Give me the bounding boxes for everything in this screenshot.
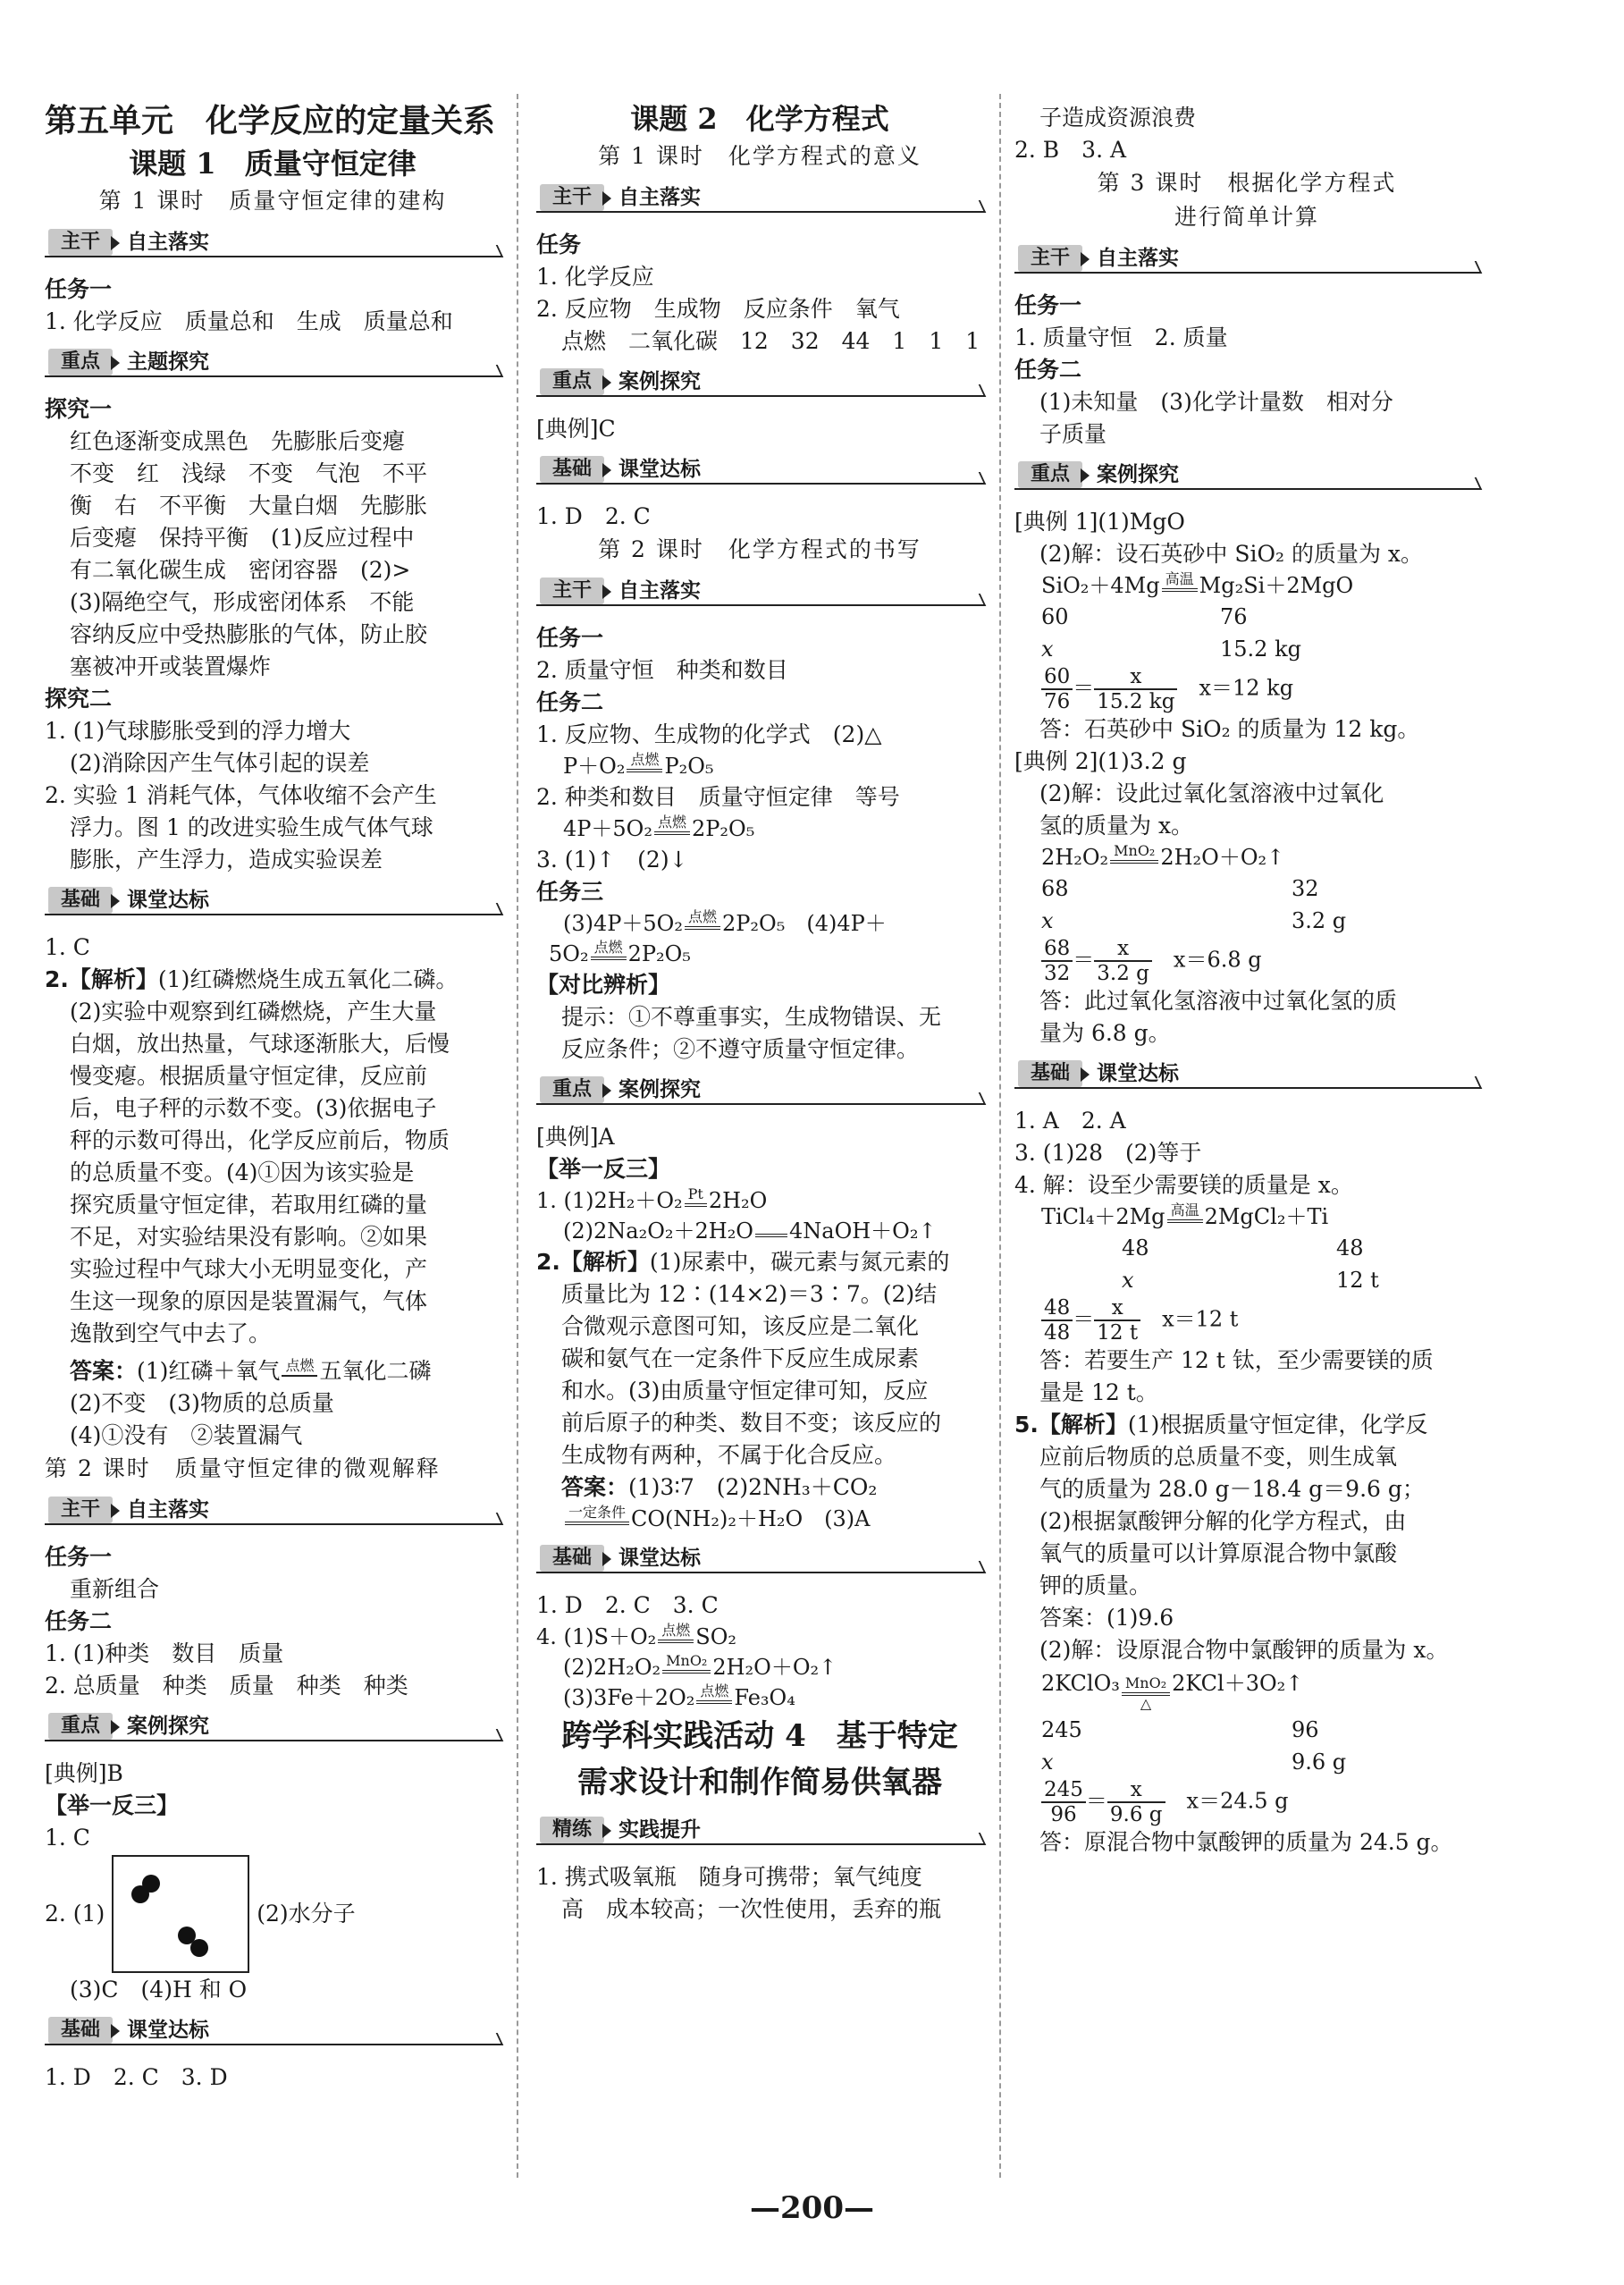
arrow-icon [111, 356, 120, 370]
arrow-icon [1081, 468, 1090, 483]
section-tag [536, 368, 983, 399]
answer-line: 有二氧化碳生成 密闭容器 (2)> [70, 557, 411, 583]
inquiry-label: 探究一 [45, 396, 113, 422]
section-tag-label: 基础 [540, 456, 604, 483]
activity-title: 跨学科实践活动 4 基于特定 [561, 1718, 958, 1754]
answer-line: 探究质量守恒定律，若取用红磷的量 [70, 1192, 428, 1218]
section-tag-title: 自主落实 [1097, 247, 1179, 270]
answer-line: (2)解：设原混合物中氯酸钾的质量为 x。 [1039, 1637, 1449, 1663]
analysis-label: 2.【解析】 [536, 1249, 650, 1275]
section-tag [1014, 1060, 1479, 1091]
chemical-equation: 1. (1)2H₂＋O₂ Pt 2H₂O [536, 1185, 768, 1213]
chemical-equation: (2)2Na₂O₂＋2H₂O 4NaOH＋O₂↑ [563, 1218, 937, 1244]
answer-line: 高 成本较高；一次性使用，丢弃的瓶 [561, 1896, 942, 1922]
task-label: 任务二 [45, 1608, 113, 1634]
answer-line: 点燃 二氧化碳 12 32 44 1 1 1 [561, 328, 980, 354]
lesson-title: 第 2 课时 化学方程式的书写 [598, 536, 921, 562]
task-label: 任务一 [536, 625, 604, 651]
topic-title: 课题 2 化学方程式 [630, 102, 889, 136]
section-tag-title: 自主落实 [618, 579, 701, 603]
chemical-equation: 2H₂O₂ MnO₂ 2H₂O＋O₂↑ [1041, 842, 1285, 870]
section-tag-title: 自主落实 [127, 231, 209, 254]
answer-line: 2. (1) [45, 1901, 105, 1927]
answer-line: 答案：(1)9.6 [1039, 1605, 1174, 1631]
section-tag-title: 案例探究 [618, 1078, 701, 1101]
proportion: $\frac{245}{96}$ ＝ $\frac{x}{9.6 g}$ x＝24.5 g [1014, 1778, 1479, 1826]
section-tag-title: 案例探究 [127, 1715, 209, 1738]
section-tag [536, 184, 983, 215]
calc-row: 48 48 [1122, 1235, 1364, 1261]
chemical-equation: P＋O₂ 点燃 P₂O₅ [563, 751, 714, 779]
answer-line: 的总质量不变。(4)①因为该实验是 [70, 1159, 415, 1185]
answer-line: 2. B 3. A [1014, 137, 1127, 163]
arrow-icon [282, 1375, 317, 1377]
chemical-equation: 4. (1)S＋O₂ 点燃 SO₂ [536, 1622, 737, 1649]
answer-line: 1. D 2. C 3. D [45, 2064, 228, 2090]
column-divider [999, 94, 1001, 2178]
section-tag-title: 课堂达标 [618, 458, 701, 481]
chemical-equation: 5O₂ 点燃 2P₂O₅ [549, 939, 691, 966]
answer-line: 4. 解：设至少需要镁的质量是 x。 [1014, 1172, 1353, 1198]
answer-line: 秤的示数可得出，化学反应前后，物质 [70, 1127, 450, 1153]
section-tag [45, 2017, 501, 2047]
unit-title: 第五单元 化学反应的定量关系 [45, 102, 496, 139]
answer-line: 答：石英砂中 SiO₂ 的质量为 12 kg。 [1039, 716, 1420, 742]
task-label: 任务一 [45, 1544, 113, 1570]
chemical-equation: (2)2H₂O₂ MnO₂ 2H₂O＋O₂↑ [563, 1652, 837, 1680]
chemical-equation: 2KClO₃ MnO₂ △ 2KCl＋3O₂↑ [1041, 1671, 1304, 1712]
answer-line: 不足，对实验结果没有影响。②如果 [70, 1224, 428, 1250]
chemical-equation: (3)4P＋5O₂ 点燃 2P₂O₅ (4)4P＋ [563, 908, 887, 936]
answer-line: 衡 右 不平衡 大量白烟 先膨胀 [70, 493, 428, 519]
answer-label: 答案： [561, 1474, 629, 1500]
answer-line: 实验过程中气球大小无明显变化，产 [70, 1256, 428, 1282]
answer-line: 1. (1)气球膨胀受到的浮力增大 [45, 718, 351, 744]
calc-row: x 12 t [1122, 1268, 1379, 1293]
answer-line: (2)解：设此过氧化氢溶液中过氧化 [1039, 780, 1384, 806]
lesson-title: 第 3 课时 根据化学方程式 [1097, 170, 1397, 196]
calc-row: x 3.2 g [1041, 908, 1347, 933]
chemical-equation: (3)3Fe＋2O₂ 点燃 Fe₃O₄ [563, 1682, 795, 1710]
answer-line: 1. D 2. C 3. C [536, 1592, 719, 1618]
answer-line: 质量比为 12∶(14×2)＝3∶7。(2)结 [561, 1281, 938, 1307]
answer-line: (2)水分子 [257, 1901, 356, 1927]
section-tag-label: 主干 [540, 578, 604, 604]
section-tag-title: 自主落实 [618, 186, 701, 209]
answer-line: (2)消除因产生气体引起的误差 [70, 750, 370, 776]
section-tag-title: 课堂达标 [127, 889, 209, 912]
answer-line: (1)3∶7 (2)2NH₃＋CO₂ [628, 1474, 878, 1500]
answer-line: 3. (1)↑ (2)↓ [536, 847, 688, 873]
arrow-icon [111, 894, 120, 908]
arrow-icon [602, 463, 611, 477]
section-tag [45, 229, 501, 259]
section-tag-label: 主干 [48, 229, 113, 256]
arrow-icon [602, 375, 611, 390]
lesson-title: 第 1 课时 化学方程式的意义 [598, 143, 921, 169]
reaction-condition: 点燃 [282, 1358, 317, 1377]
answer-line: (2)根据氯酸钾分解的化学方程式，由 [1039, 1508, 1407, 1534]
arrow-icon [1081, 1067, 1090, 1082]
answer-line: 反应条件；②不遵守质量守恒定律。 [561, 1036, 920, 1062]
chemical-equation: 一定条件 CO(NH₂)₂＋H₂O (3)A [536, 1504, 983, 1534]
section-tag-title: 实践提升 [618, 1818, 701, 1842]
inquiry-label: 探究二 [45, 686, 113, 712]
section-tag-label: 主干 [1018, 245, 1082, 272]
section-tag [536, 1076, 983, 1107]
section-tag-label: 重点 [48, 349, 113, 375]
answer-line: 浮力。图 1 的改进实验生成气体气球 [70, 814, 433, 840]
arrow-icon [111, 236, 120, 250]
answer-line: (1)红磷燃烧生成五氧化二磷。 [157, 966, 459, 992]
answer-line: (1)尿素中，碳元素与氮元素的 [649, 1249, 950, 1275]
chemical-equation: 4P＋5O₂ 点燃 2P₂O₅ [563, 814, 755, 841]
answer-line: 后变瘪 保持平衡 (1)反应过程中 [70, 525, 415, 551]
task-label: 任务二 [536, 689, 604, 715]
answer-line: 五氧化二磷 [319, 1358, 432, 1384]
arrow-icon [602, 191, 611, 206]
calc-row: 60 76 [1041, 604, 1248, 629]
answer-line: 1. D 2. C [536, 503, 651, 529]
compare-label: 【对比辨析】 [536, 972, 671, 998]
molecule-diagram [112, 1855, 249, 1973]
answer-line: 2. 种类和数目 质量守恒定律 等号 [536, 784, 900, 810]
section-tag-label: 重点 [540, 368, 604, 395]
answer-line: 后，电子秤的示数不变。(3)依据电子 [70, 1095, 437, 1121]
answer-line: 提示：①不尊重事实，生成物错误、无 [561, 1004, 942, 1030]
answer-line: 容纳反应中受热膨胀的气体，防止胶 [70, 621, 428, 647]
calc-row: 245 96 [1041, 1717, 1319, 1742]
task-label: 任务一 [45, 276, 113, 302]
answer-line: 1. 反应物、生成物的化学式 (2)△ [536, 721, 882, 747]
answer-line: 塞被冲开或装置爆炸 [70, 653, 272, 679]
answer-line: 3. (1)28 (2)等于 [1014, 1140, 1202, 1166]
answer-line: (2)解：设石英砂中 SiO₂ 的质量为 x。 [1039, 541, 1423, 567]
analysis-label: 5.【解析】 [1014, 1412, 1128, 1438]
answer-line: 重新组合 [70, 1576, 160, 1602]
section-tag-label: 基础 [48, 2017, 113, 2044]
arrow-icon [602, 1552, 611, 1566]
answer-line: 氧气的质量可以计算原混合物中氯酸 [1039, 1540, 1398, 1566]
page-number: —200— [750, 2190, 874, 2226]
column-3 [1014, 98, 1479, 2178]
lesson-title: 第 2 课时 质量守恒定律的微观解释 [45, 1455, 441, 1481]
answer-line: 量为 6.8 g。 [1039, 1020, 1171, 1046]
section-tag [536, 578, 983, 608]
arrow-icon [602, 585, 611, 599]
calc-row: x 9.6 g [1041, 1750, 1347, 1775]
section-tag-label: 基础 [48, 887, 113, 914]
answer-line: 合微观示意图可知，该反应是二氧化 [561, 1313, 920, 1339]
answer-line: 钾的质量。 [1039, 1573, 1152, 1598]
arrow-icon [111, 2024, 120, 2038]
section-tag-title: 案例探究 [1097, 463, 1179, 486]
section-tag-label: 基础 [1018, 1060, 1082, 1087]
answer-line: 1. 携式吸氧瓶 随身可携带；氧气纯度 [536, 1864, 922, 1890]
answer-line: 逸散到空气中去了。 [70, 1320, 272, 1346]
section-tag-title: 课堂达标 [1097, 1062, 1179, 1085]
section-tag [45, 349, 501, 379]
arrow-icon [602, 1824, 611, 1838]
answer-line: (1)红磷＋氧气 [137, 1358, 281, 1384]
section-tag-label: 重点 [1018, 461, 1082, 488]
calc-row: x 15.2 kg [1041, 637, 1301, 662]
answer-line: 膨胀，产生浮力，造成实验误差 [70, 847, 383, 873]
juyi-label: 【举一反三】 [536, 1156, 671, 1182]
answer-line: 量是 12 t。 [1039, 1379, 1158, 1405]
answer-line: 答：原混合物中氯酸钾的质量为 24.5 g。 [1039, 1829, 1453, 1855]
answer-line: 2. 质量守恒 种类和数目 [536, 657, 788, 683]
arrow-icon [1081, 252, 1090, 266]
example-answer: [典例 1](1)MgO [1014, 509, 1185, 535]
answer-line: (1)根据质量守恒定律，化学反 [1127, 1412, 1428, 1438]
answer-line: 2. 总质量 种类 质量 种类 种类 [45, 1673, 408, 1699]
answer-line: (3)隔绝空气，形成密闭体系 不能 [70, 589, 415, 615]
task-label: 任务二 [1014, 357, 1082, 383]
proportion: $\frac{68}{32}$ ＝ $\frac{x}{3.2 g}$ x＝6.8 g [1014, 937, 1479, 985]
answer-line: 生成物有两种，不属于化合反应。 [561, 1442, 897, 1468]
answer-line: 2. 实验 1 消耗气体，气体收缩不会产生 [45, 782, 437, 808]
answer-line: (4)①没有 ②装置漏气 [70, 1422, 303, 1448]
task-label: 任务 [536, 232, 582, 257]
section-tag [536, 1545, 983, 1575]
lesson-title: 进行简单计算 [1174, 204, 1319, 230]
answer-line: 1. 化学反应 质量总和 生成 质量总和 [45, 308, 453, 334]
answer-line: 慢变瘪。根据质量守恒定律，反应前 [70, 1063, 428, 1089]
arrow-icon [602, 1083, 611, 1098]
example-answer: [典例]B [45, 1760, 123, 1786]
column-1 [45, 98, 501, 2178]
answer-line: (2)不变 (3)物质的总质量 [70, 1390, 334, 1416]
lesson-title: 第 1 课时 质量守恒定律的建构 [98, 188, 447, 214]
section-tag-label: 基础 [540, 1545, 604, 1572]
example-answer: [典例]C [536, 416, 616, 442]
chemical-equation: TiCl₄＋2Mg 高温 2MgCl₂＋Ti [1041, 1202, 1329, 1229]
section-tag [1014, 245, 1479, 275]
section-tag-label: 精练 [540, 1817, 604, 1843]
task-label: 任务一 [1014, 292, 1082, 318]
activity-title: 需求设计和制作简易供氧器 [577, 1765, 942, 1800]
answer-line: 气的质量为 28.0 g－18.4 g＝9.6 g； [1039, 1476, 1425, 1502]
answer-line: 碳和氨气在一定条件下反应生成尿素 [561, 1345, 920, 1371]
answer-label: 答案： [70, 1358, 138, 1384]
answer-line: 白烟，放出热量，气球逐渐胀大，后慢 [70, 1031, 450, 1057]
section-tag-label: 重点 [48, 1713, 113, 1740]
section-tag-title: 课堂达标 [127, 2019, 209, 2042]
section-tag [536, 456, 983, 486]
answer-line: 1. (1)种类 数目 质量 [45, 1640, 284, 1666]
answer-line: 1. C [45, 934, 90, 960]
answer-line: 应前后物质的总质量不变，则生成氧 [1039, 1444, 1398, 1470]
answer-line: (1)未知量 (3)化学计量数 相对分 [1039, 389, 1393, 415]
answer-line: 答：此过氧化氢溶液中过氧化氢的质 [1039, 988, 1398, 1014]
section-tag [45, 887, 501, 917]
answer-line: 前后原子的种类、数目不变；该反应的 [561, 1410, 942, 1436]
answer-line: 1. C [45, 1825, 90, 1851]
section-tag-title: 案例探究 [618, 370, 701, 393]
atom-icon [190, 1939, 208, 1957]
answer-line: 1. 质量守恒 2. 质量 [1014, 325, 1228, 350]
answer-line: (3)C (4)H 和 O [70, 1977, 248, 2003]
arrow-icon [111, 1504, 120, 1518]
answer-line: 1. A 2. A [1014, 1108, 1126, 1134]
example-answer: [典例 2](1)3.2 g [1014, 748, 1187, 774]
proportion: $\frac{48}{48}$ ＝ $\frac{x}{12 t}$ x＝12 t [1014, 1296, 1479, 1345]
section-tag-title: 主题探究 [127, 350, 209, 374]
section-tag-label: 主干 [540, 184, 604, 211]
section-tag [45, 1497, 501, 1527]
section-tag-label: 主干 [48, 1497, 113, 1523]
column-divider [517, 94, 518, 2178]
calc-row: 68 32 [1041, 876, 1319, 901]
section-tag-title: 课堂达标 [618, 1547, 701, 1570]
chemical-equation: SiO₂＋4Mg 高温 Mg₂Si＋2MgO [1041, 570, 1354, 598]
answer-line: 子造成资源浪费 [1039, 105, 1197, 131]
section-tag-label: 重点 [540, 1076, 604, 1103]
atom-icon [142, 1875, 160, 1893]
answer-line: 生这一现象的原因是装置漏气，气体 [70, 1288, 428, 1314]
analysis-label: 2.【解析】 [45, 966, 158, 992]
section-tag [1014, 461, 1479, 492]
answer-line: (2)实验中观察到红磷燃烧，产生大量 [70, 999, 437, 1024]
task-label: 任务三 [536, 879, 604, 905]
example-answer: [典例]A [536, 1124, 615, 1150]
section-tag [45, 1713, 501, 1743]
answer-line: 2. 反应物 生成物 反应条件 氧气 [536, 296, 900, 322]
proportion: $\frac{60}{76}$ ＝ $\frac{x}{15.2 kg}$ x＝12 kg [1014, 665, 1479, 713]
answer-line: 红色逐渐变成黑色 先膨胀后变瘪 [70, 428, 406, 454]
answer-line: 1. 化学反应 [536, 264, 654, 290]
juyi-label: 【举一反三】 [45, 1792, 180, 1818]
column-2 [536, 98, 983, 2178]
topic-title: 课题 1 质量守恒定律 [129, 147, 417, 181]
answer-line: 子质量 [1039, 421, 1107, 447]
answer-line: 氢的质量为 x。 [1039, 813, 1194, 839]
answer-line: 不变 红 浅绿 不变 气泡 不平 [70, 460, 428, 486]
arrow-icon [111, 1720, 120, 1734]
answer-line: 答：若要生产 12 t 钛，至少需要镁的质 [1039, 1347, 1434, 1373]
answer-line: 和水。(3)由质量守恒定律可知，反应 [561, 1378, 929, 1404]
section-tag-title: 自主落实 [127, 1498, 209, 1522]
section-tag [536, 1817, 983, 1847]
